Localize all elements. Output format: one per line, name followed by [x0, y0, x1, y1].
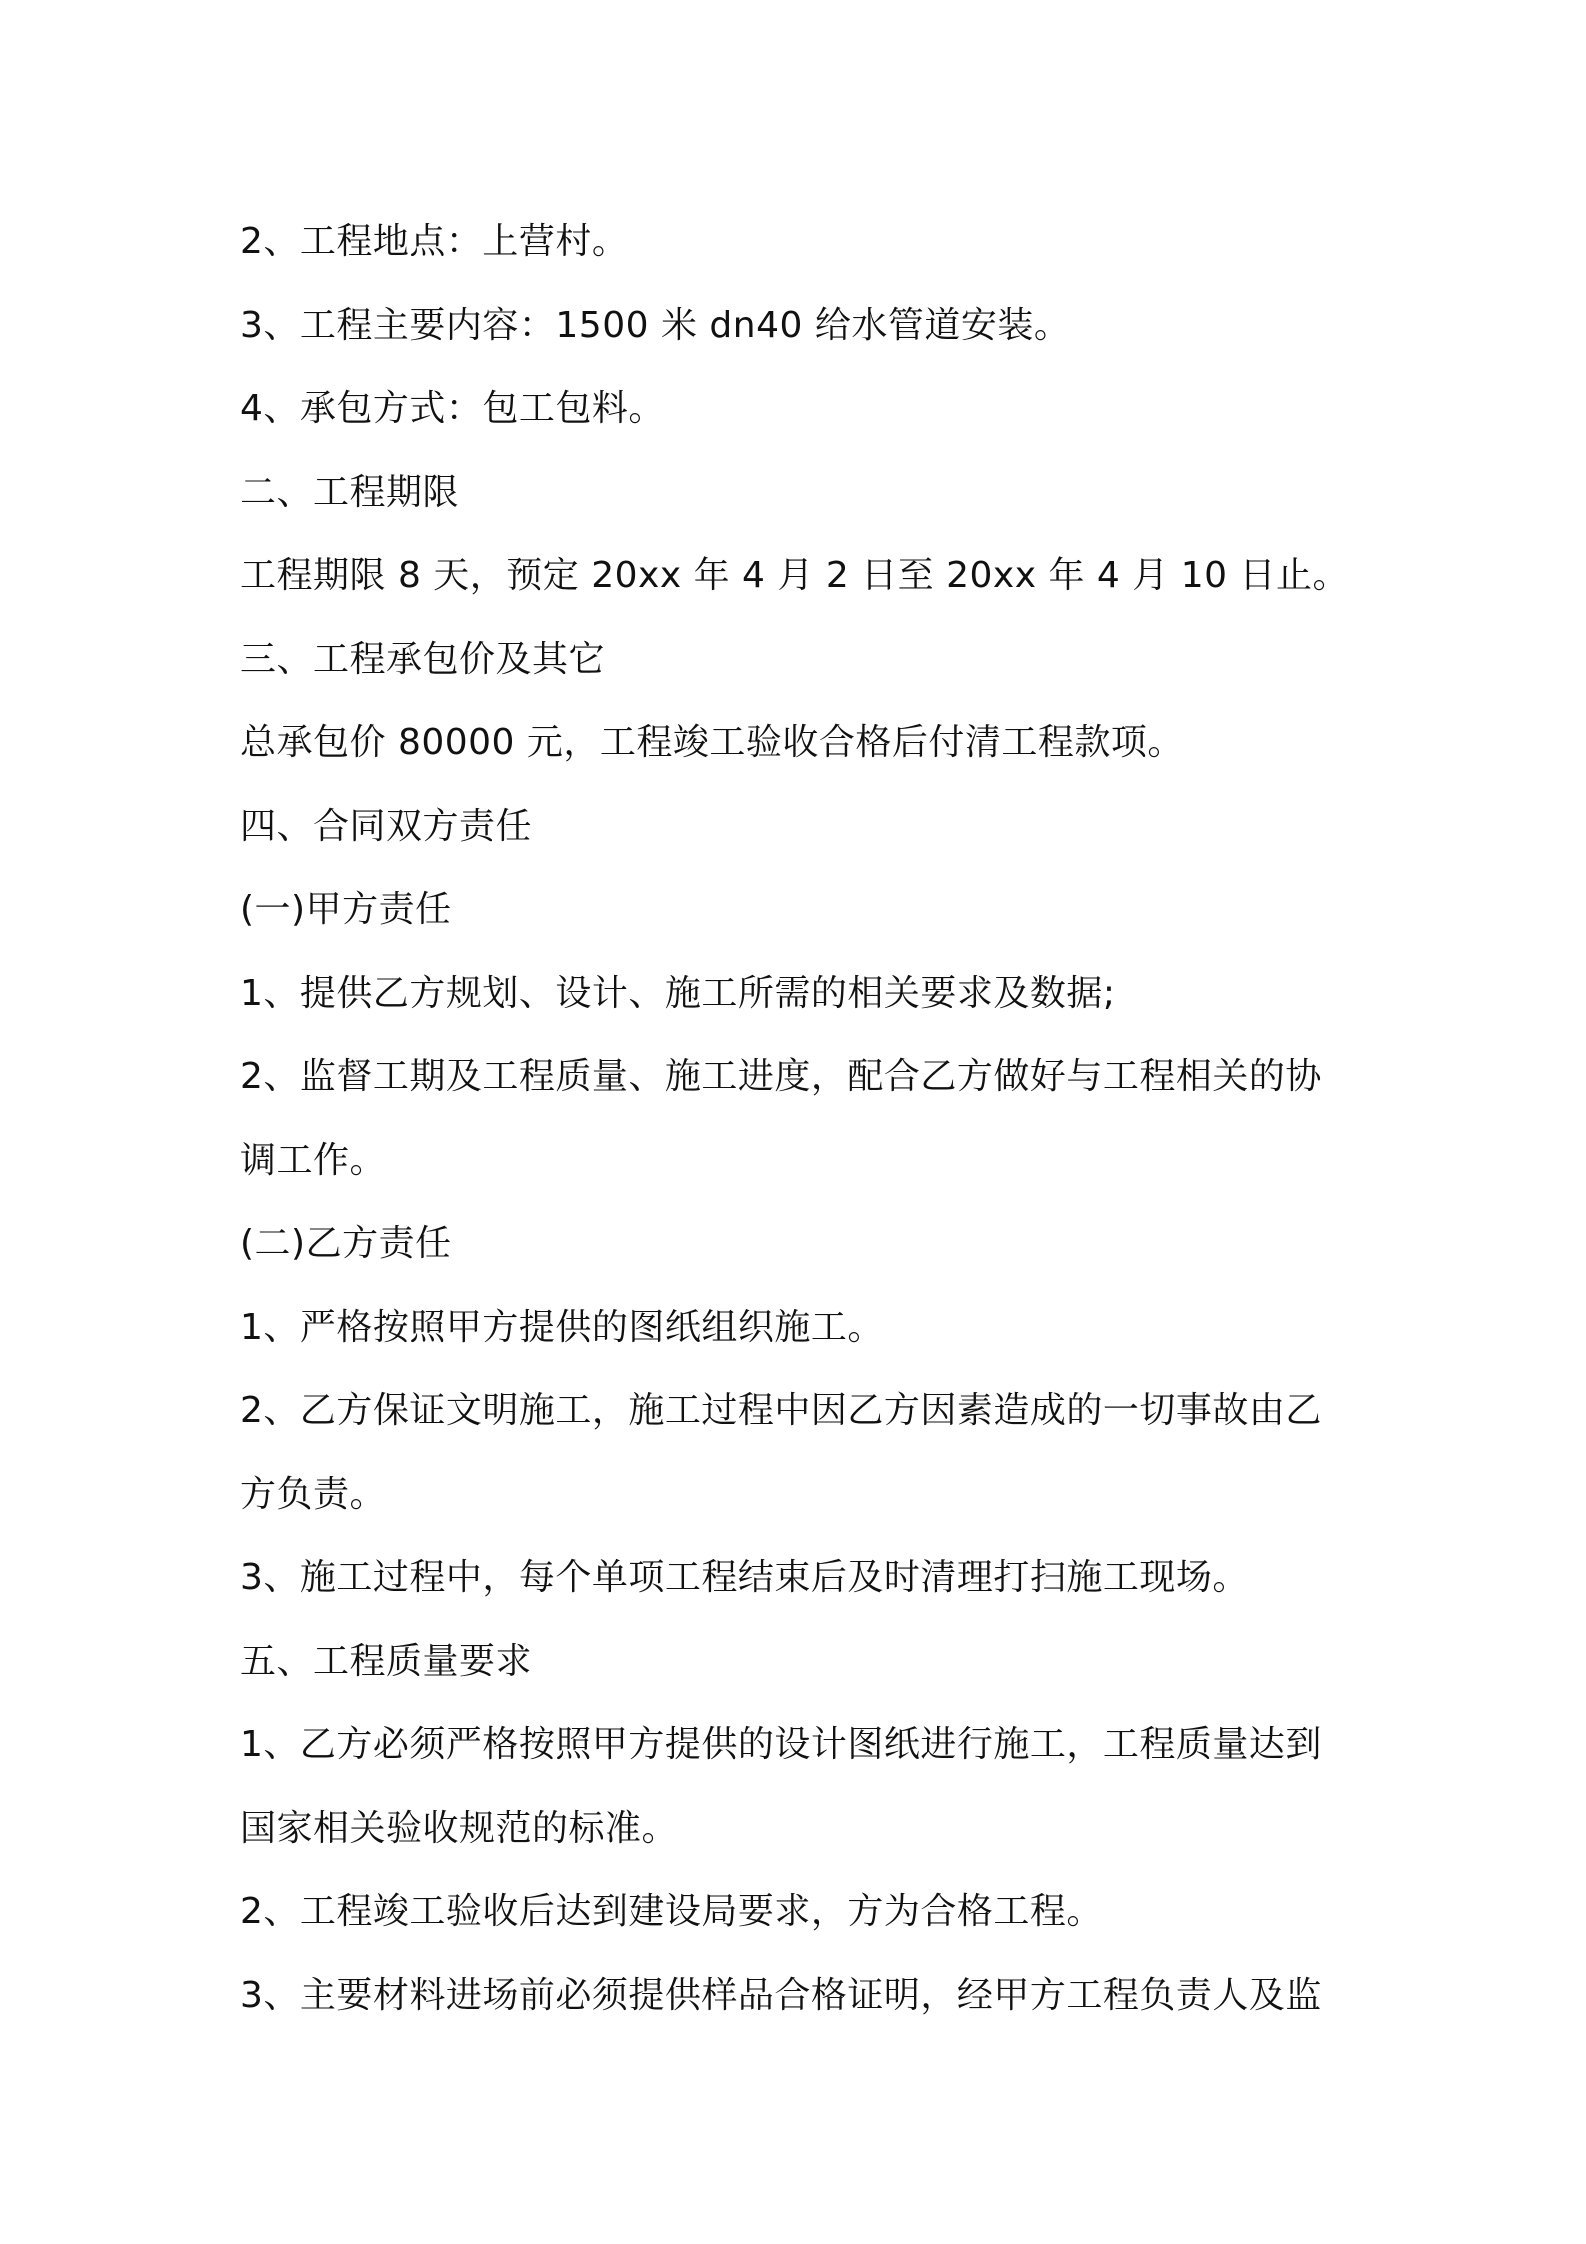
- section-heading: 四、合同双方责任: [240, 805, 533, 847]
- subsection-heading: (一)甲方责任: [240, 889, 452, 930]
- section-heading: 五、工程质量要求: [240, 1640, 533, 1682]
- text-line: 国家相关验收规范的标准。: [240, 1807, 679, 1849]
- text-line: 1、严格按照甲方提供的图纸组织施工。: [240, 1306, 884, 1348]
- text-line: 3、施工过程中，每个单项工程结束后及时清理打扫施工现场。: [240, 1557, 1249, 1598]
- text-line: 总承包价 80000 元，工程竣工验收合格后付清工程款项。: [240, 722, 1184, 763]
- text-line: 1、提供乙方规划、设计、施工所需的相关要求及数据;: [240, 972, 1116, 1014]
- section-heading: 二、工程期限: [240, 471, 460, 513]
- text-line: 2、监督工期及工程质量、施工进度，配合乙方做好与工程相关的协: [240, 1056, 1322, 1097]
- text-line: 方负责。: [240, 1473, 387, 1515]
- text-line: 1、乙方必须严格按照甲方提供的设计图纸进行施工，工程质量达到: [240, 1724, 1322, 1765]
- text-line: 4、承包方式：包工包料。: [240, 388, 665, 429]
- text-line: 2、乙方保证文明施工，施工过程中因乙方因素造成的一切事故由乙: [240, 1390, 1322, 1431]
- text-line: 工程期限 8 天，预定 20xx 年 4 月 2 日至 20xx 年 4 月 10 日止。: [240, 555, 1349, 596]
- document-body: [240, 200, 1360, 2037]
- text-line: 2、工程竣工验收后达到建设局要求，方为合格工程。: [240, 1891, 1103, 1932]
- section-heading: 三、工程承包价及其它: [240, 638, 606, 680]
- text-line: 3、主要材料进场前必须提供样品合格证明，经甲方工程负责人及监: [240, 1974, 1322, 2016]
- text-line: 调工作。: [240, 1139, 387, 1181]
- subsection-heading: (二)乙方责任: [240, 1223, 452, 1264]
- text-line: 3、工程主要内容：1500 米 dn40 给水管道安装。: [240, 304, 1071, 346]
- text-line: 2、工程地点：上营村。: [240, 221, 629, 262]
